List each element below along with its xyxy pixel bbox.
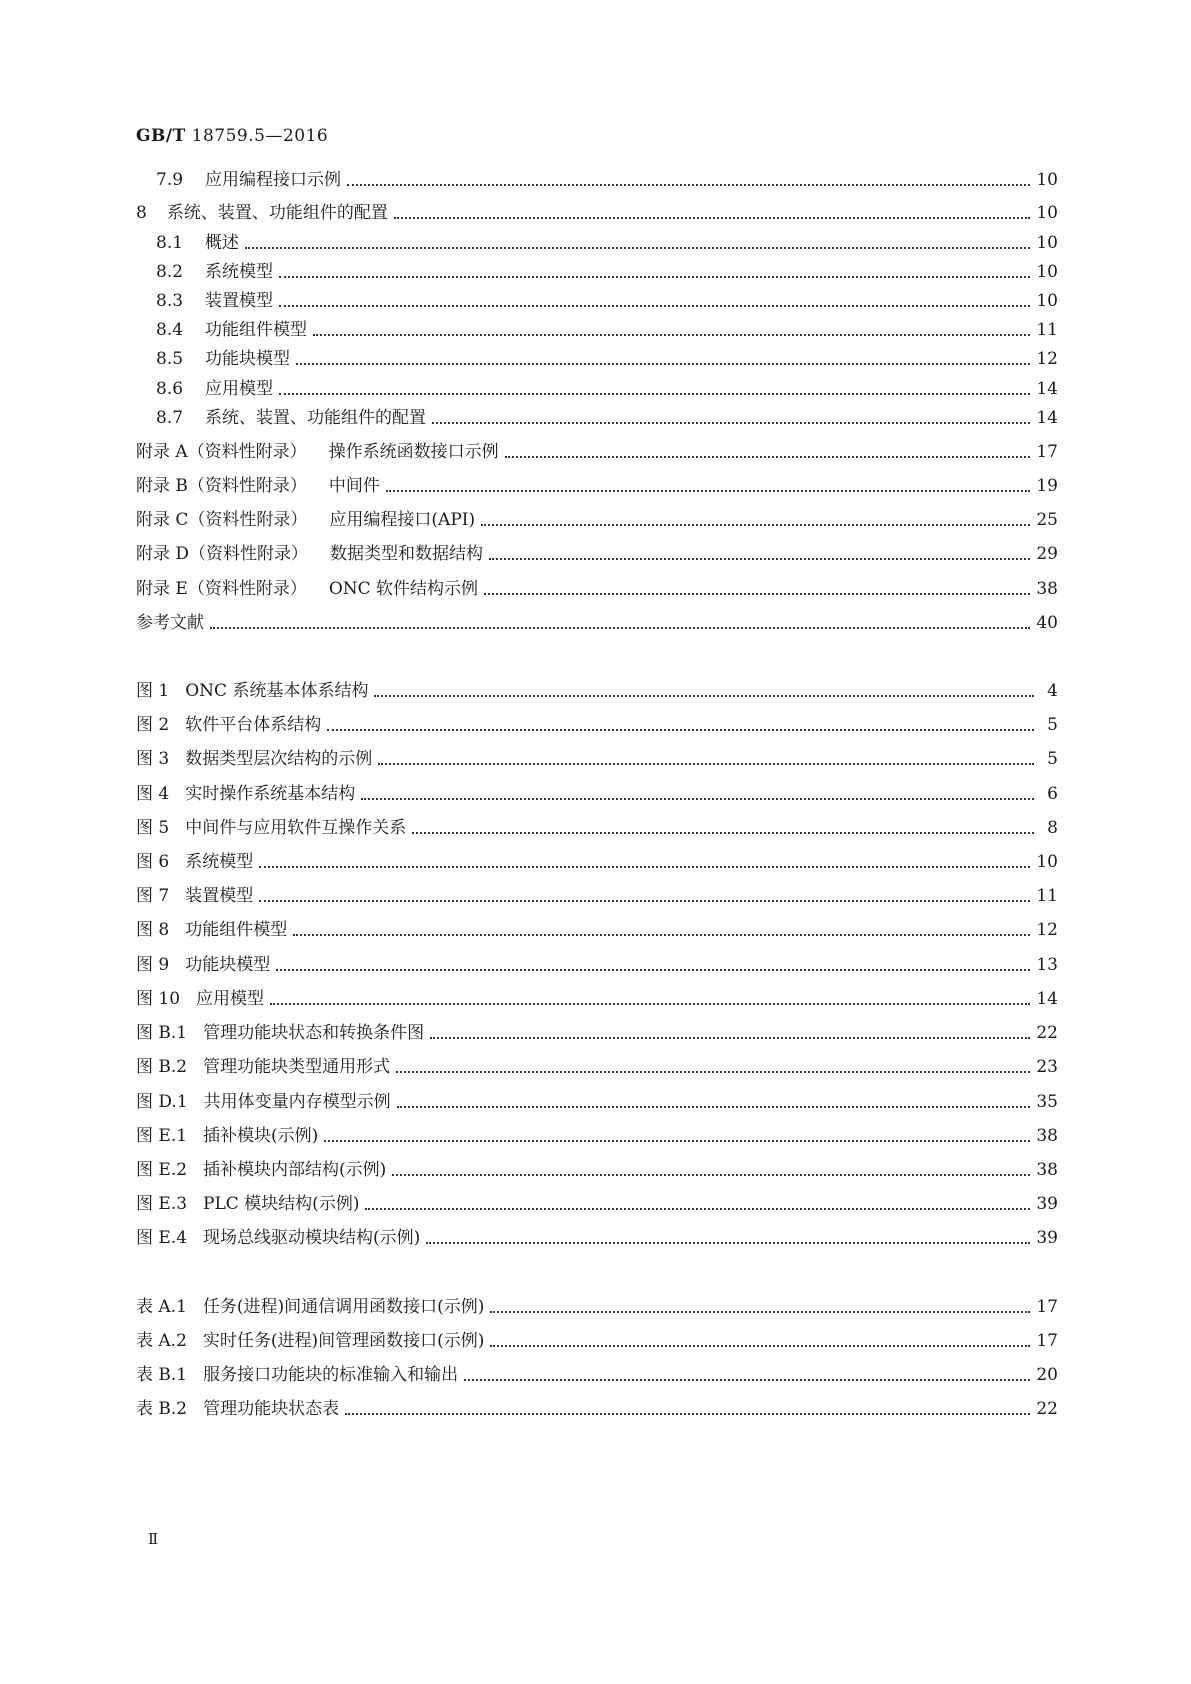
toc-entry-page: 12 <box>1036 919 1058 940</box>
dot-leader <box>259 864 1030 868</box>
toc-entry-title: 系统模型 <box>205 261 274 282</box>
toc-entry-title: 功能组件模型 <box>205 319 308 340</box>
toc-entry-number: 图 D.1 <box>136 1091 188 1112</box>
toc-table-entry[interactable] <box>136 1292 1058 1322</box>
toc-entry-number: 图 2 <box>136 714 170 735</box>
toc-entry-title: 中间件与应用软件互操作关系 <box>185 817 407 838</box>
toc-entry-number: 图 5 <box>136 817 170 838</box>
toc-entry-page: 39 <box>1036 1227 1058 1248</box>
toc-entry-number: 图 B.1 <box>136 1022 188 1043</box>
toc-entry-page: 22 <box>1036 1022 1058 1043</box>
toc-figure-entry[interactable] <box>136 744 1058 774</box>
toc-entry-page: 14 <box>1036 988 1058 1009</box>
toc-entry-number: 8.5 <box>156 348 184 369</box>
toc-entry-page: 6 <box>1047 783 1058 804</box>
toc-entry-title: 功能块模型 <box>205 348 291 369</box>
toc-entry-page: 20 <box>1036 1364 1058 1385</box>
toc-figure-entry[interactable] <box>136 950 1058 980</box>
toc-entry-title: 管理功能块状态和转换条件图 <box>203 1022 425 1043</box>
toc-figure-entry[interactable] <box>136 1087 1058 1117</box>
toc-figure-entry[interactable] <box>136 915 1058 945</box>
toc-entry-title: 实时任务(进程)间管理函数接口(示例) <box>202 1330 485 1351</box>
table-of-contents <box>136 0 1058 1684</box>
dot-leader <box>347 182 1030 186</box>
toc-entry-page: 11 <box>1036 319 1058 340</box>
toc-entry-number: 图 3 <box>136 748 170 769</box>
toc-entry-title: 任务(进程)间通信调用函数接口(示例) <box>202 1296 485 1317</box>
toc-entry-number: 图 6 <box>136 851 170 872</box>
toc-entry-page: 23 <box>1036 1056 1058 1077</box>
toc-entry-number: 8 <box>136 202 147 223</box>
toc-entry-page: 35 <box>1036 1091 1058 1112</box>
toc-entry[interactable] <box>136 374 1058 404</box>
toc-entry-number: 表 B.1 <box>136 1364 188 1385</box>
dot-leader <box>489 556 1030 560</box>
toc-entry[interactable] <box>136 315 1058 345</box>
toc-entry-title: 系统、装置、功能组件的配置 <box>166 202 388 223</box>
toc-entry-number: 附录 E（资料性附录） <box>136 578 307 599</box>
toc-entry[interactable] <box>136 286 1058 316</box>
dot-leader <box>279 274 1030 278</box>
toc-entry-title: ONC 软件结构示例 <box>328 578 479 599</box>
toc-entry-title: 数据类型层次结构的示例 <box>185 748 373 769</box>
dot-leader <box>397 1104 1031 1108</box>
toc-entry-title: 功能块模型 <box>185 954 271 975</box>
toc-entry-page: 38 <box>1036 578 1058 599</box>
toc-entry[interactable] <box>136 257 1058 287</box>
toc-entry-page: 5 <box>1047 748 1058 769</box>
toc-entry-title: 应用模型 <box>205 378 274 399</box>
toc-entry-title: 功能组件模型 <box>185 919 288 940</box>
toc-entry-title: 概述 <box>205 232 240 253</box>
dot-leader <box>210 625 1030 629</box>
toc-figure-entry[interactable] <box>136 1223 1058 1253</box>
toc-entry-number: 图 E.1 <box>136 1125 188 1146</box>
toc-entry-page: 29 <box>1036 543 1058 564</box>
toc-entry-number: 图 7 <box>136 885 170 906</box>
toc-entry-title: 系统模型 <box>185 851 254 872</box>
toc-entry-page: 4 <box>1047 680 1058 701</box>
toc-entry-page: 17 <box>1036 441 1058 462</box>
toc-entry[interactable] <box>136 198 1058 228</box>
dot-leader <box>324 1138 1030 1142</box>
dot-leader <box>345 1411 1030 1415</box>
toc-entry-page: 10 <box>1036 261 1058 282</box>
toc-entry-title: 现场总线驱动模块结构(示例) <box>203 1227 421 1248</box>
dot-leader <box>394 215 1031 219</box>
dot-leader <box>490 1343 1030 1347</box>
toc-figure-entry[interactable] <box>136 984 1058 1014</box>
toc-entry[interactable] <box>136 165 1058 195</box>
toc-entry-page: 17 <box>1036 1330 1058 1351</box>
toc-entry-title: 软件平台体系结构 <box>185 714 322 735</box>
dot-leader <box>293 932 1030 936</box>
toc-entry-page: 14 <box>1036 378 1058 399</box>
toc-figure-entry[interactable] <box>136 847 1058 877</box>
standard-code: GB/T <box>136 126 186 146</box>
toc-figure-entry[interactable] <box>136 1052 1058 1082</box>
toc-entry-number: 表 A.2 <box>136 1330 187 1351</box>
toc-entry-page: 10 <box>1036 290 1058 311</box>
toc-entry-title: 应用编程接口(API) <box>329 509 476 530</box>
dot-leader <box>432 420 1030 424</box>
toc-entry-page: 38 <box>1036 1159 1058 1180</box>
dot-leader <box>279 303 1030 307</box>
toc-entry-title: 应用编程接口示例 <box>205 169 342 190</box>
toc-entry[interactable] <box>136 344 1058 374</box>
toc-entry[interactable] <box>136 608 1058 638</box>
toc-entry-number: 图 E.2 <box>136 1159 188 1180</box>
toc-entry-page: 5 <box>1047 714 1058 735</box>
standard-number: 18759.5—2016 <box>191 126 329 146</box>
toc-figure-entry[interactable] <box>136 881 1058 911</box>
dot-leader <box>481 522 1030 526</box>
dot-leader <box>296 361 1030 365</box>
toc-table-entry[interactable] <box>136 1360 1058 1390</box>
toc-entry-page: 10 <box>1036 202 1058 223</box>
toc-figure-entry[interactable] <box>136 1121 1058 1151</box>
toc-entry-number: 表 B.2 <box>136 1398 188 1419</box>
dot-leader <box>490 1309 1030 1313</box>
toc-entry-number: 表 A.1 <box>136 1296 187 1317</box>
toc-entry-title: 实时操作系统基本结构 <box>185 783 356 804</box>
toc-entry-title: 管理功能块类型通用形式 <box>203 1056 391 1077</box>
toc-entry-number: 图 8 <box>136 919 170 940</box>
toc-entry-number: 参考文献 <box>136 612 204 633</box>
toc-entry-page: 25 <box>1036 509 1058 530</box>
dot-leader <box>386 488 1030 492</box>
dot-leader <box>313 332 1030 336</box>
toc-figure-entry[interactable] <box>136 779 1058 809</box>
toc-entry-number: 8.1 <box>156 232 184 253</box>
toc-entry-number: 7.9 <box>156 169 184 190</box>
toc-entry[interactable] <box>136 228 1058 258</box>
toc-entry-title: 应用模型 <box>196 988 265 1009</box>
toc-entry-page: 10 <box>1036 232 1058 253</box>
toc-entry-page: 11 <box>1036 885 1058 906</box>
toc-entry-page: 22 <box>1036 1398 1058 1419</box>
toc-entry-number: 附录 C（资料性附录） <box>136 509 308 530</box>
toc-figure-entry[interactable] <box>136 813 1058 843</box>
toc-entry-title: 装置模型 <box>185 885 254 906</box>
toc-entry[interactable] <box>136 403 1058 433</box>
toc-entry[interactable] <box>136 437 1058 467</box>
dot-leader <box>430 1035 1030 1039</box>
toc-entry-number: 附录 B（资料性附录） <box>136 475 307 496</box>
toc-entry-title: 共用体变量内存模型示例 <box>203 1091 391 1112</box>
toc-figure-entry[interactable] <box>136 1155 1058 1185</box>
toc-entry[interactable] <box>136 505 1058 535</box>
toc-entry-page: 13 <box>1036 954 1058 975</box>
toc-entry-number: 图 E.3 <box>136 1193 188 1214</box>
toc-entry-page: 10 <box>1036 851 1058 872</box>
toc-entry-page: 17 <box>1036 1296 1058 1317</box>
dot-leader <box>392 1172 1030 1176</box>
toc-table-entry[interactable] <box>136 1326 1058 1356</box>
toc-entry-page: 39 <box>1036 1193 1058 1214</box>
toc-figure-entry[interactable] <box>136 1189 1058 1219</box>
toc-entry-number: 图 1 <box>136 680 170 701</box>
toc-entry-title: 中间件 <box>328 475 380 496</box>
toc-entry[interactable] <box>136 539 1058 569</box>
dot-leader <box>270 1001 1030 1005</box>
toc-entry-number: 8.3 <box>156 290 184 311</box>
dot-leader <box>374 693 1034 697</box>
dot-leader <box>365 1206 1030 1210</box>
toc-entry-page: 10 <box>1036 169 1058 190</box>
dot-leader <box>279 391 1030 395</box>
toc-entry-page: 40 <box>1036 612 1058 633</box>
toc-entry-page: 14 <box>1036 407 1058 428</box>
toc-entry-title: 操作系统函数接口示例 <box>328 441 499 462</box>
toc-entry-title: 插补模块内部结构(示例) <box>203 1159 387 1180</box>
toc-entry-number: 8.2 <box>156 261 184 282</box>
dot-leader <box>276 967 1030 971</box>
toc-entry-title: 插补模块(示例) <box>203 1125 319 1146</box>
toc-entry[interactable] <box>136 574 1058 604</box>
dot-leader <box>505 454 1031 458</box>
toc-entry-title: 系统、装置、功能组件的配置 <box>205 407 427 428</box>
toc-figure-entry[interactable] <box>136 710 1058 740</box>
toc-entry-number: 附录 A（资料性附录） <box>136 441 307 462</box>
dot-leader <box>327 727 1034 731</box>
dot-leader <box>484 591 1030 595</box>
dot-leader <box>396 1069 1030 1073</box>
dot-leader <box>378 761 1034 765</box>
toc-figure-entry[interactable] <box>136 676 1058 706</box>
toc-entry-title: PLC 模块结构(示例) <box>203 1193 360 1214</box>
dot-leader <box>361 796 1034 800</box>
toc-entry-page: 19 <box>1036 475 1058 496</box>
toc-entry-number: 图 9 <box>136 954 170 975</box>
toc-entry-title: ONC 系统基本体系结构 <box>185 680 369 701</box>
page-number: Ⅱ <box>148 1530 159 1548</box>
toc-entry-number: 图 4 <box>136 783 170 804</box>
dot-leader <box>245 245 1030 249</box>
toc-table-entry[interactable] <box>136 1394 1058 1424</box>
dot-leader <box>412 830 1034 834</box>
toc-entry-page: 12 <box>1036 348 1058 369</box>
toc-entry-page: 38 <box>1036 1125 1058 1146</box>
toc-entry-number: 附录 D（资料性附录） <box>136 543 309 564</box>
toc-figure-entry[interactable] <box>136 1018 1058 1048</box>
toc-entry-number: 图 E.4 <box>136 1227 188 1248</box>
toc-entry-title: 服务接口功能块的标准输入和输出 <box>203 1364 459 1385</box>
toc-entry[interactable] <box>136 471 1058 501</box>
dot-leader <box>259 898 1030 902</box>
toc-entry-title: 管理功能块状态表 <box>203 1398 340 1419</box>
toc-entry-number: 图 B.2 <box>136 1056 188 1077</box>
dot-leader <box>426 1240 1030 1244</box>
toc-entry-title: 装置模型 <box>205 290 274 311</box>
toc-entry-title: 数据类型和数据结构 <box>330 543 484 564</box>
dot-leader <box>464 1377 1030 1381</box>
toc-entry-number: 8.4 <box>156 319 184 340</box>
toc-entry-number: 图 10 <box>136 988 181 1009</box>
toc-entry-number: 8.7 <box>156 407 184 428</box>
toc-entry-number: 8.6 <box>156 378 184 399</box>
toc-entry-page: 8 <box>1047 817 1058 838</box>
